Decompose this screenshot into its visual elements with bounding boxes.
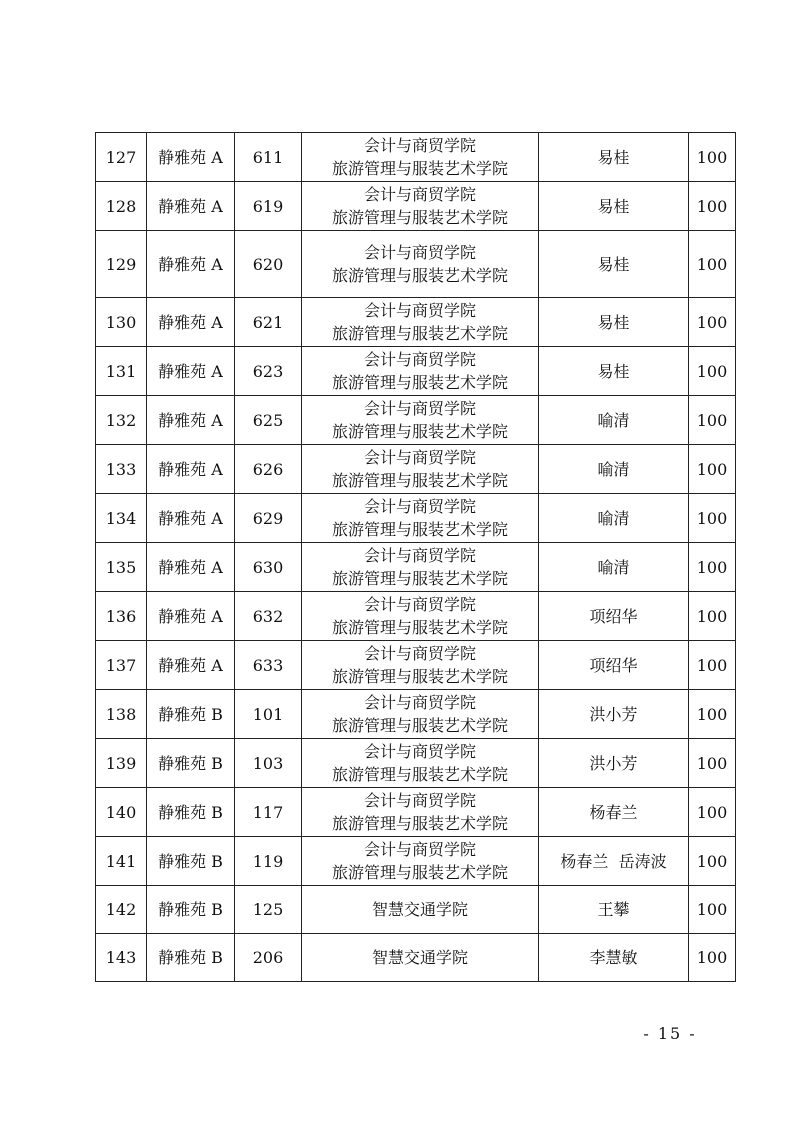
table-row <box>96 396 736 445</box>
room-number-cell: 125 <box>235 886 302 934</box>
table-row <box>96 347 736 396</box>
college-name: 旅游管理与服装艺术学院 <box>331 159 508 178</box>
college-name: 会计与商贸学院 <box>363 546 476 565</box>
building-cell: 静雅苑 A <box>147 298 235 347</box>
score-cell: 100 <box>689 347 736 396</box>
college-name: 旅游管理与服装艺术学院 <box>331 716 508 735</box>
college-name: 会计与商贸学院 <box>363 742 476 761</box>
room-number-cell: 103 <box>235 739 302 788</box>
college-cell <box>302 133 539 182</box>
college-name: 智慧交通学院 <box>371 948 468 967</box>
teacher-cell: 王攀 <box>539 886 689 934</box>
teacher-cell: 洪小芳 <box>539 690 689 739</box>
room-number-cell: 117 <box>235 788 302 837</box>
college-name: 会计与商贸学院 <box>363 595 476 614</box>
college-cell <box>302 298 539 347</box>
score-cell: 100 <box>689 445 736 494</box>
row-number-cell: 137 <box>96 641 147 690</box>
building-cell: 静雅苑 B <box>147 690 235 739</box>
college-cell <box>302 690 539 739</box>
row-number-cell: 138 <box>96 690 147 739</box>
row-number-cell: 132 <box>96 396 147 445</box>
table-row <box>96 690 736 739</box>
room-number-cell: 629 <box>235 494 302 543</box>
row-number-cell: 134 <box>96 494 147 543</box>
table-row <box>96 445 736 494</box>
score-cell: 100 <box>689 837 736 886</box>
room-number-cell: 623 <box>235 347 302 396</box>
teacher-cell: 喻清 <box>539 494 689 543</box>
score-cell: 100 <box>689 886 736 934</box>
college-name: 旅游管理与服装艺术学院 <box>331 373 508 392</box>
building-cell: 静雅苑 A <box>147 641 235 690</box>
table-row <box>96 494 736 543</box>
college-name: 会计与商贸学院 <box>363 350 476 369</box>
college-cell <box>302 396 539 445</box>
building-cell: 静雅苑 B <box>147 934 235 982</box>
college-cell <box>302 837 539 886</box>
row-number-cell: 140 <box>96 788 147 837</box>
teacher-cell: 易桂 <box>539 133 689 182</box>
row-number-cell: 141 <box>96 837 147 886</box>
table-row <box>96 641 736 690</box>
college-name: 旅游管理与服装艺术学院 <box>331 569 508 588</box>
score-cell: 100 <box>689 788 736 837</box>
college-name: 会计与商贸学院 <box>363 840 476 859</box>
college-cell <box>302 182 539 231</box>
college-name: 会计与商贸学院 <box>363 644 476 663</box>
teacher-cell: 杨春兰 <box>539 788 689 837</box>
table-row <box>96 231 736 298</box>
teacher-cell: 洪小芳 <box>539 739 689 788</box>
college-name: 会计与商贸学院 <box>363 791 476 810</box>
dormitory-inspection-table <box>95 132 736 982</box>
teacher-cell: 项绍华 <box>539 641 689 690</box>
room-number-cell: 633 <box>235 641 302 690</box>
teacher-cell: 喻清 <box>539 396 689 445</box>
page-number: - 15 - <box>643 1024 697 1043</box>
college-cell <box>302 739 539 788</box>
table-row <box>96 592 736 641</box>
score-cell: 100 <box>689 543 736 592</box>
teacher-cell: 易桂 <box>539 347 689 396</box>
building-cell: 静雅苑 B <box>147 739 235 788</box>
room-number-cell: 621 <box>235 298 302 347</box>
table-row <box>96 298 736 347</box>
building-cell: 静雅苑 A <box>147 231 235 298</box>
college-name: 旅游管理与服装艺术学院 <box>331 863 508 882</box>
table-row <box>96 739 736 788</box>
row-number-cell: 130 <box>96 298 147 347</box>
building-cell: 静雅苑 A <box>147 592 235 641</box>
row-number-cell: 136 <box>96 592 147 641</box>
college-cell <box>302 886 539 934</box>
row-number-cell: 135 <box>96 543 147 592</box>
room-number-cell: 119 <box>235 837 302 886</box>
college-cell <box>302 934 539 982</box>
college-name: 会计与商贸学院 <box>363 185 476 204</box>
room-number-cell: 632 <box>235 592 302 641</box>
college-name: 旅游管理与服装艺术学院 <box>331 765 508 784</box>
score-cell: 100 <box>689 182 736 231</box>
building-cell: 静雅苑 A <box>147 347 235 396</box>
row-number-cell: 133 <box>96 445 147 494</box>
building-cell: 静雅苑 B <box>147 788 235 837</box>
room-number-cell: 611 <box>235 133 302 182</box>
college-name: 会计与商贸学院 <box>363 136 476 155</box>
college-cell <box>302 445 539 494</box>
college-cell <box>302 494 539 543</box>
score-cell: 100 <box>689 396 736 445</box>
college-name: 会计与商贸学院 <box>363 399 476 418</box>
row-number-cell: 129 <box>96 231 147 298</box>
score-cell: 100 <box>689 298 736 347</box>
room-number-cell: 630 <box>235 543 302 592</box>
college-name: 旅游管理与服装艺术学院 <box>331 618 508 637</box>
row-number-cell: 127 <box>96 133 147 182</box>
college-name: 会计与商贸学院 <box>363 448 476 467</box>
building-cell: 静雅苑 A <box>147 494 235 543</box>
teacher-cell: 杨春兰 岳涛波 <box>539 837 689 886</box>
table-row <box>96 886 736 934</box>
building-cell: 静雅苑 A <box>147 543 235 592</box>
college-name: 智慧交通学院 <box>371 900 468 919</box>
table-row <box>96 788 736 837</box>
college-name: 旅游管理与服装艺术学院 <box>331 208 508 227</box>
college-name: 旅游管理与服装艺术学院 <box>331 667 508 686</box>
building-cell: 静雅苑 A <box>147 133 235 182</box>
college-name: 会计与商贸学院 <box>363 243 476 262</box>
row-number-cell: 143 <box>96 934 147 982</box>
table-row <box>96 934 736 982</box>
teacher-cell: 易桂 <box>539 231 689 298</box>
room-number-cell: 619 <box>235 182 302 231</box>
building-cell: 静雅苑 B <box>147 886 235 934</box>
college-cell <box>302 641 539 690</box>
building-cell: 静雅苑 A <box>147 396 235 445</box>
room-number-cell: 620 <box>235 231 302 298</box>
college-name: 旅游管理与服装艺术学院 <box>331 324 508 343</box>
score-cell: 100 <box>689 494 736 543</box>
score-cell: 100 <box>689 690 736 739</box>
score-cell: 100 <box>689 133 736 182</box>
college-name: 会计与商贸学院 <box>363 497 476 516</box>
college-name: 旅游管理与服装艺术学院 <box>331 520 508 539</box>
room-number-cell: 101 <box>235 690 302 739</box>
table-row <box>96 837 736 886</box>
college-name: 旅游管理与服装艺术学院 <box>331 471 508 490</box>
college-name: 会计与商贸学院 <box>363 693 476 712</box>
table-row <box>96 133 736 182</box>
teacher-cell: 易桂 <box>539 298 689 347</box>
table-row <box>96 182 736 231</box>
score-cell: 100 <box>689 231 736 298</box>
score-cell: 100 <box>689 934 736 982</box>
building-cell: 静雅苑 A <box>147 182 235 231</box>
row-number-cell: 142 <box>96 886 147 934</box>
teacher-cell: 李慧敏 <box>539 934 689 982</box>
row-number-cell: 131 <box>96 347 147 396</box>
building-cell: 静雅苑 B <box>147 837 235 886</box>
college-name: 旅游管理与服装艺术学院 <box>331 814 508 833</box>
score-cell: 100 <box>689 592 736 641</box>
college-cell <box>302 788 539 837</box>
table-row <box>96 543 736 592</box>
college-cell <box>302 231 539 298</box>
table-body <box>96 133 736 982</box>
row-number-cell: 128 <box>96 182 147 231</box>
score-cell: 100 <box>689 641 736 690</box>
college-name: 旅游管理与服装艺术学院 <box>331 422 508 441</box>
college-cell <box>302 592 539 641</box>
teacher-cell: 喻清 <box>539 543 689 592</box>
college-name: 会计与商贸学院 <box>363 301 476 320</box>
college-cell <box>302 543 539 592</box>
row-number-cell: 139 <box>96 739 147 788</box>
college-cell <box>302 347 539 396</box>
teacher-cell: 项绍华 <box>539 592 689 641</box>
room-number-cell: 625 <box>235 396 302 445</box>
teacher-cell: 喻清 <box>539 445 689 494</box>
score-cell: 100 <box>689 739 736 788</box>
teacher-cell: 易桂 <box>539 182 689 231</box>
college-name: 旅游管理与服装艺术学院 <box>331 266 508 285</box>
room-number-cell: 206 <box>235 934 302 982</box>
building-cell: 静雅苑 A <box>147 445 235 494</box>
room-number-cell: 626 <box>235 445 302 494</box>
